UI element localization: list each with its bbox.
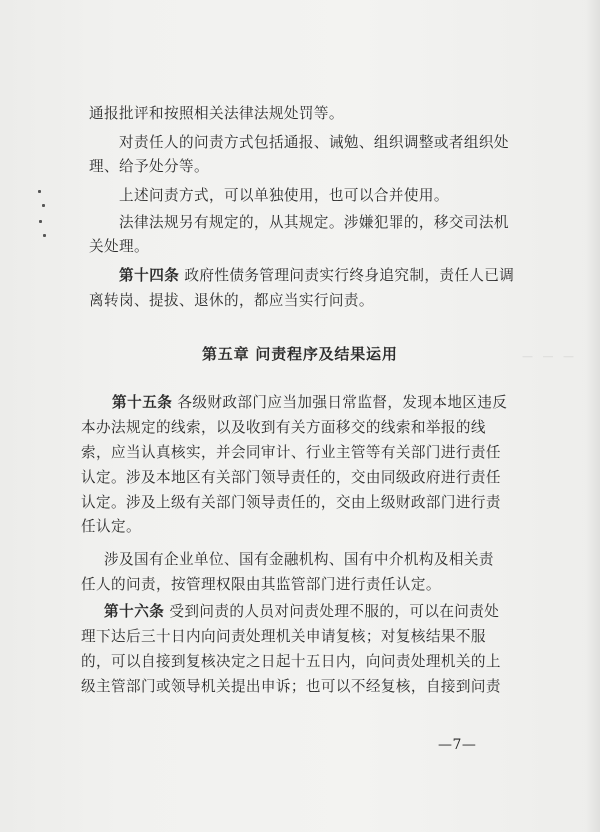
chapter-heading: 第五章 问责程序及结果运用: [202, 345, 398, 363]
text-line: 涉及国有企业单位、国有金融机构、国有中介机构及相关责: [104, 551, 494, 568]
page-edge-shadow: [586, 0, 600, 832]
text-line: 理下达后三十日内向问责处理机关申请复核；对复核结果不服: [81, 628, 486, 645]
text-line: 离转岗、提拔、退休的，都应当实行问责。: [89, 292, 374, 309]
text-line: 上述问责方式，可以单独使用，也可以合并使用。: [119, 187, 449, 204]
text-line: 法律法规另有规定的，从其规定。涉嫌犯罪的，移交司法机: [119, 214, 509, 231]
page-number: —7—: [438, 737, 477, 753]
article-14-line: [119, 266, 514, 286]
article-label: 第十五条: [112, 394, 173, 411]
text-line: 的，可以自接到复核决定之日起十五日内，向问责处理机关的上: [81, 653, 501, 670]
text-line: 任人的问责，按管理权限由其监管部门进行责任认定。: [81, 576, 441, 593]
text-span: 各级财政部门应当加强日常监督，发现本地区违反: [172, 394, 508, 411]
text-line: 对责任人的问责方式包括通报、诫勉、组织调整或者组织处: [119, 134, 509, 151]
text-span: 受到问责的人员对问责处理不服的，可以在问责处: [164, 603, 500, 620]
text-line: 认定。涉及上级有关部门领导责任的，交由上级财政部门进行责: [81, 494, 501, 511]
article-label: 第十六条: [104, 603, 165, 620]
text-line: 级主管部门或领导机关提出申诉；也可以不经复核，自接到问责: [81, 678, 501, 695]
show-through-text: — — —: [522, 350, 577, 363]
article-16-line: [104, 602, 499, 622]
binding-hole-marks: [36, 190, 50, 240]
text-span: 政府性债务管理问责实行终身追究制，责任人已调: [179, 267, 515, 284]
text-line: 理、给予处分等。: [89, 158, 209, 175]
text-line: 索，应当认真核实，并会同审计、行业主管等有关部门进行责任: [81, 444, 501, 461]
text-line: 本办法规定的线索，以及收到有关方面移交的线索和举报的线: [81, 419, 486, 436]
text-line: 认定。涉及本地区有关部门领导责任的，交由同级政府进行责任: [81, 469, 501, 486]
article-15-line: [112, 393, 507, 413]
text-line: 任认定。: [81, 518, 141, 535]
text-line: 关处理。: [89, 238, 149, 255]
text-line: 通报批评和按照相关法律法规处罚等。: [89, 105, 344, 122]
article-label: 第十四条: [119, 267, 180, 284]
